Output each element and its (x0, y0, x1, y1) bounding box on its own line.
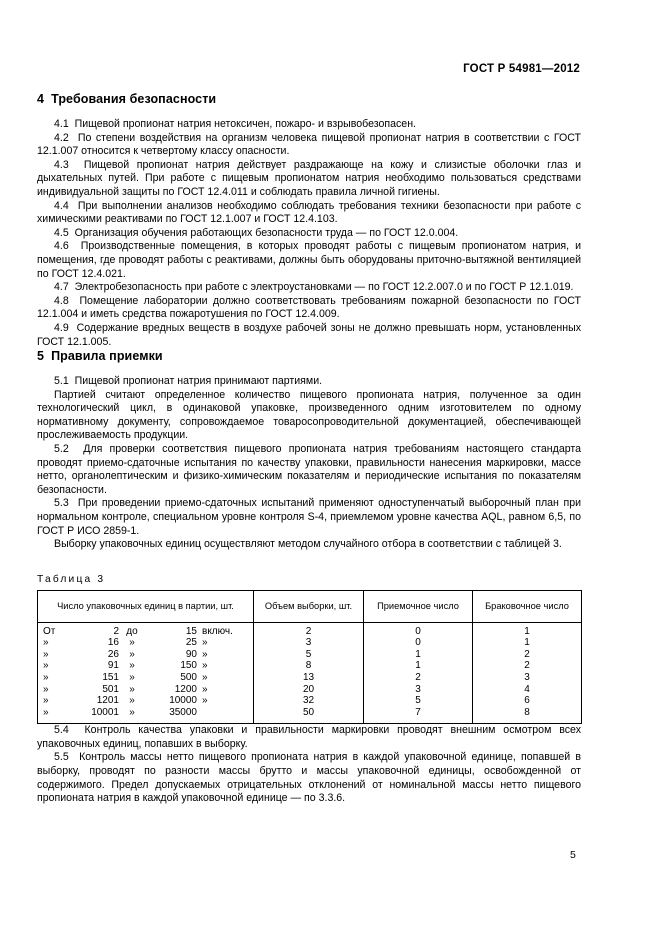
cell-rejection-numbers (473, 622, 582, 723)
clause-text: Для проверки соответствия пищевого пропионата натрия требованиям настоящего стандарта проводят приемо-сдаточные испытания по качеству упаковки, правильности нанесения маркировки, массе нетто, органолептическим и физико-химическим показателям и периодические испытания по показателям безопасности. (37, 443, 581, 496)
range-prefix: » (43, 706, 49, 718)
clause-number: 5.4 (54, 724, 69, 737)
page-content (37, 92, 581, 806)
range-row (43, 672, 248, 684)
sample-size-list (254, 626, 363, 718)
section-heading-5 (37, 349, 581, 363)
range-suffix (197, 707, 248, 719)
range-high: 15 (185, 625, 197, 637)
range-suffix: » (202, 683, 208, 695)
clause-number: 4.2 (54, 131, 69, 144)
range-low: 1201 (96, 695, 119, 707)
running-header: ГОСТ Р 54981—2012 (463, 63, 580, 75)
rejection-number-value: 6 (524, 695, 530, 707)
acceptance-number-value: 2 (415, 672, 421, 683)
clause-5-4 (37, 724, 581, 751)
range-suffix: включ. (202, 625, 233, 637)
clause-number: 5.5 (54, 751, 69, 764)
range-low: 26 (107, 648, 119, 660)
rejection-number-list (473, 626, 581, 718)
section-number-5: 5 (37, 349, 45, 364)
sample-size-value: 50 (302, 706, 315, 718)
range-high: 10000 (169, 695, 197, 707)
range-prefix: » (43, 648, 49, 660)
range-prefix: » (43, 683, 49, 695)
clause-text: Содержание вредных веществ в воздухе рабочей зоны не должно превышать норм, установленных ГОСТ 12.1.005. (37, 321, 582, 348)
clause-text: Пищевой пропионат натрия принимают партиями. (74, 375, 323, 388)
range-high: 500 (180, 672, 197, 683)
clause-4-7 (37, 281, 581, 295)
acceptance-number-list (364, 626, 472, 718)
rejection-number-value: 2 (524, 648, 530, 660)
clause-number: 4.7 (54, 281, 69, 294)
range-suffix: » (202, 637, 208, 649)
acceptance-number-value: 5 (415, 695, 421, 707)
rejection-number-value: 1 (524, 637, 530, 649)
range-prefix: » (43, 695, 49, 707)
range-separator: до (126, 625, 138, 637)
range-high: 35000 (169, 706, 197, 718)
table-caption: Таблица 3 (37, 573, 106, 585)
range-low: 2 (113, 625, 119, 637)
range-high: 150 (180, 660, 197, 672)
cell-lot-size-ranges (38, 622, 254, 723)
clause-text: Организация обучения работающих безопасности труда — по ГОСТ 12.0.004. (74, 226, 459, 239)
clause-4-5 (37, 227, 581, 241)
clause-number: 4.6 (54, 240, 69, 253)
range-separator: » (129, 695, 135, 707)
clause-text: Пищевой пропионат натрия нетоксичен, пожаро- и взрывобезопасен. (74, 118, 416, 130)
range-row (43, 626, 248, 638)
clause-number: 4.8 (54, 294, 69, 307)
clause-number: 5.1 (54, 375, 69, 388)
clause-text: Контроль качества упаковки и правильности маркировки проводят внешним осмотром всех упаковочных единиц, попавших в выборку. (37, 724, 581, 750)
sample-size-value: 5 (305, 648, 312, 660)
sample-size-value: 13 (302, 672, 315, 683)
table-header (38, 590, 582, 622)
rejection-number-value: 1 (524, 625, 530, 637)
range-separator: » (129, 683, 135, 695)
clause-text: Электробезопасность при работе с электроустановками — по ГОСТ 12.2.007.0 и по ГОСТ Р 12.1.019. (74, 281, 574, 294)
range-high: 25 (185, 637, 197, 649)
range-row (43, 695, 248, 707)
rejection-number-value: 2 (524, 660, 530, 672)
sample-size-value: 8 (305, 660, 312, 672)
range-low: 16 (107, 637, 119, 649)
clause-text: Производственные помещения, в которых проводят работы с пищевым пропионатом натрия, и помещения, где проводят работы с реактивами, должны быть оборудованы приточно-вытяжной вентиляцией по ГОСТ 12.4.021. (37, 240, 581, 280)
range-separator: » (129, 672, 135, 683)
sample-size-value: 32 (302, 695, 315, 707)
sample-size-value: 3 (305, 637, 312, 649)
acceptance-number-value: 1 (415, 648, 421, 660)
range-row (43, 649, 248, 661)
cell-sample-sizes (254, 622, 364, 723)
clause-5-1 (37, 375, 581, 389)
range-row (43, 660, 248, 672)
clause-number: 5.3 (54, 497, 69, 510)
clause-5-3-continuation (37, 538, 581, 552)
clause-4-2 (37, 132, 581, 159)
range-low: 91 (107, 660, 119, 672)
range-row (43, 684, 248, 696)
clause-number: 4.3 (54, 158, 69, 171)
range-high: 90 (185, 648, 197, 660)
clause-5-1-continuation (37, 389, 581, 443)
range-prefix: » (43, 672, 49, 683)
clause-number: 4.4 (54, 199, 69, 212)
clause-5-2 (37, 443, 581, 497)
clause-text: По степени воздействия на организм человека пищевой пропионат натрия в соответствии с ГОСТ 12.1.007 относится к четвертому классу опасности. (37, 131, 581, 158)
section-heading-4 (37, 92, 581, 106)
section-title-4: Требования безопасности (51, 92, 217, 106)
range-row (43, 707, 248, 719)
rejection-number-value: 8 (524, 706, 530, 718)
clause-4-9 (37, 322, 581, 349)
acceptance-number-value: 0 (415, 625, 421, 637)
table-header-row (38, 590, 582, 622)
acceptance-number-value: 7 (415, 706, 421, 718)
clause-5-5 (37, 751, 581, 805)
section-title-5: Правила приемки (51, 349, 163, 364)
acceptance-number-value: 1 (415, 660, 421, 672)
clause-4-4 (37, 200, 581, 227)
acceptance-number-value: 0 (415, 637, 421, 649)
range-separator: » (129, 660, 135, 672)
column-header-acceptance: Приемочное число (364, 590, 473, 622)
column-header-sample-size: Объем выборки, шт. (254, 590, 364, 622)
sample-size-value: 20 (302, 683, 315, 695)
clause-text: Контроль массы нетто пищевого пропионата натрия в каждой упаковочной единице, попавшей в выборку, проводят по разности массы брутто и массы упаковочной единицы, освобожденной от содержимого. Предел допускаемых отрицательных отклонений от номинальной массы нетто пищевого пропионата натрия в каждой упаковочной единице — по 3.3.6. (37, 751, 581, 805)
clause-number: 4.5 (54, 226, 69, 239)
clause-text: Партией считают определенное количество пищевого пропионата натрия, полученное за один технологический цикл, в одинаковой упаковке, произведенного одним изготовителем по одному нормативному документу, сопровождаемое товаросопроводительной документацией, обеспечивающей прослеживаемость продукции. (37, 388, 581, 442)
table-row (38, 622, 582, 723)
acceptance-number-value: 3 (415, 683, 421, 695)
rejection-number-value: 3 (524, 672, 530, 683)
table-body (38, 622, 582, 723)
column-header-lot-size: Число упаковочных единиц в партии, шт. (38, 590, 254, 622)
clause-text: Выборку упаковочных единиц осуществляют методом случайного отбора в соответствии с таблицей 3. (54, 538, 562, 551)
range-low: 151 (102, 672, 119, 683)
clause-text: Помещение лаборатории должно соответствовать требованиям пожарной безопасности по ГОСТ 12.1.004 и иметь средства пожаротушения по ГОСТ 12.4.009. (37, 294, 581, 321)
sampling-table (37, 590, 582, 724)
cell-acceptance-numbers (364, 622, 473, 723)
sample-size-value: 2 (305, 625, 312, 637)
range-suffix: » (202, 660, 208, 672)
range-low: 10001 (91, 706, 119, 718)
clause-number: 5.2 (54, 443, 69, 456)
range-row (43, 637, 248, 649)
range-separator: » (129, 648, 135, 660)
clause-number: 4.1 (54, 118, 69, 130)
range-separator: » (129, 637, 135, 649)
clause-4-1 (37, 118, 581, 132)
clause-5-3 (37, 497, 581, 538)
column-header-rejection: Браковочное число (473, 590, 582, 622)
range-suffix: » (202, 672, 208, 683)
range-suffix: » (202, 695, 208, 707)
range-low: 501 (102, 683, 119, 695)
range-high: 1200 (174, 683, 197, 695)
clause-number: 4.9 (54, 321, 69, 334)
range-prefix: От (43, 625, 56, 637)
clause-4-3 (37, 159, 581, 200)
clause-text: При проведении приемо-сдаточных испытаний применяют одноступенчатый выборочный план при нормальном контроле, специальном уровне контроля S-4, приемлемом уровне качества AQL, равном 6,5, по ГОСТ Р ИСО 2859-1. (37, 497, 581, 537)
clause-text: Пищевой пропионат натрия действует раздражающе на кожу и слизистые оболочки глаз и дыхательных путей. При работе с пищевым пропионатом натрия необходимо пользоваться средствами индивидуальной защиты по ГОСТ 12.4.011 и соблюдать правила личной гигиены. (37, 158, 581, 198)
lot-size-range-list (43, 626, 248, 718)
rejection-number-value: 4 (524, 683, 530, 695)
page-number: 5 (570, 849, 576, 861)
clause-text: При выполнении анализов необходимо соблюдать требования техники безопасности при работе с химическими реактивами по ГОСТ 12.1.007 и ГОСТ 12.4.103. (37, 199, 581, 226)
range-prefix: » (43, 637, 49, 649)
range-separator: » (129, 706, 135, 718)
clause-4-8 (37, 295, 581, 322)
clause-4-6 (37, 240, 581, 281)
range-prefix: » (43, 660, 49, 672)
range-suffix: » (202, 648, 208, 660)
section-number-4: 4 (37, 92, 45, 106)
